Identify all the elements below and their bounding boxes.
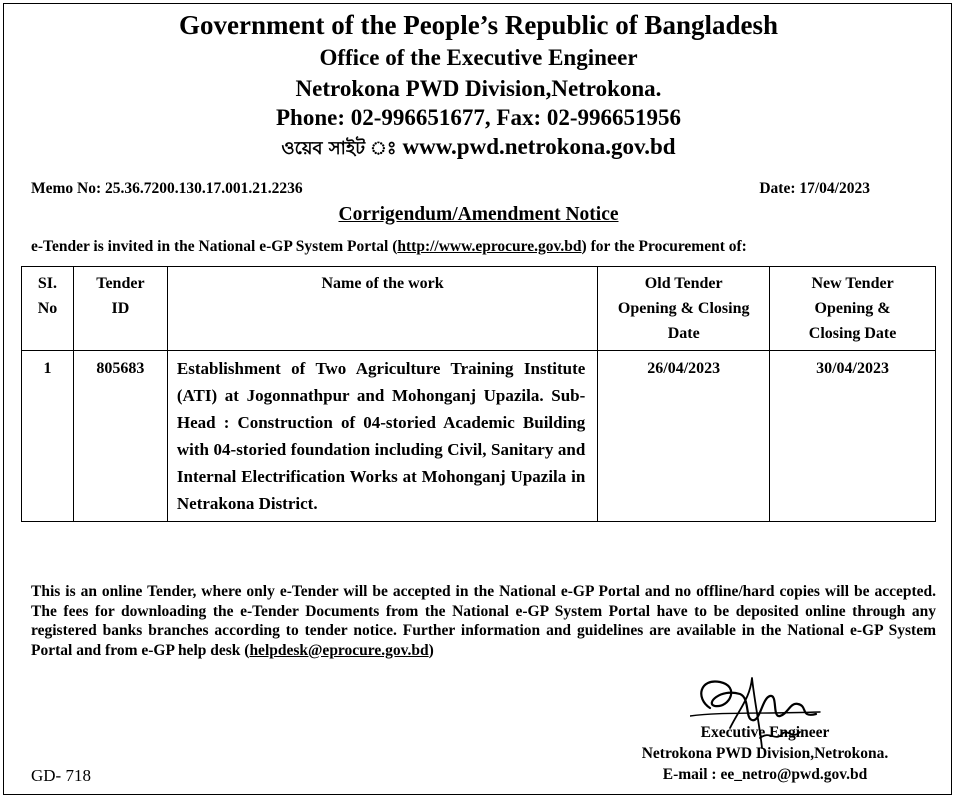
- table-header-row: [22, 267, 936, 351]
- intro-suffix: ) for the Procurement of:: [581, 238, 747, 255]
- header-new-date: New Tender Opening & Closing Date: [770, 267, 936, 351]
- cell-new-date: 30/04/2023: [770, 351, 936, 522]
- helpdesk-email-link[interactable]: helpdesk@eprocure.gov.bd: [249, 641, 429, 659]
- website-url[interactable]: www.pwd.netrokona.gov.bd: [402, 134, 676, 159]
- cell-old-date: 26/04/2023: [598, 351, 770, 522]
- government-heading: Government of the People’s Republic of Bangladesh: [179, 10, 778, 40]
- office-heading: Office of the Executive Engineer: [319, 45, 638, 70]
- cell-tender-id: 805683: [73, 351, 167, 522]
- website-label: ওয়েব সাইট ঃ: [281, 138, 397, 159]
- header-work-name: Name of the work: [167, 267, 597, 351]
- intro-prefix: e-Tender is invited in the National e-GP System Portal (: [31, 238, 398, 255]
- contact-line: Phone: 02-996651677, Fax: 02-996651956: [275, 105, 682, 130]
- table-row: [22, 351, 936, 522]
- intro-line: [31, 238, 747, 256]
- header-sl: SI. No: [22, 267, 74, 351]
- cell-sl: 1: [22, 351, 74, 522]
- memo-date: Date: 17/04/2023: [759, 180, 870, 197]
- notice-title: Corrigendum/Amendment Notice: [338, 204, 619, 225]
- signatory-designation: Executive Engineer: [700, 724, 830, 741]
- eprocure-link[interactable]: http://www.eprocure.gov.bd: [397, 238, 582, 255]
- division-heading: Netrokona PWD Division,Netrokona.: [295, 76, 662, 101]
- header-tender-id: Tender ID: [73, 267, 167, 351]
- memo-number: Memo No: 25.36.7200.130.17.001.21.2236: [31, 180, 303, 197]
- website-line: [0, 134, 957, 165]
- tender-table: [21, 266, 936, 522]
- terms-text: This is an online Tender, where only e-Tender will be accepted in the National e-GP Portal and no offline/hard copies will be accepted. The fees for downloading the e-Tender Documents from the National e-GP System Portal have to be deposited online through any registered banks branches according to tender notice. Further information and guidelines are available in the National e-GP System Portal and from e-GP help desk (: [31, 583, 936, 659]
- terms-end: ): [428, 641, 434, 659]
- signatory-office: Netrokona PWD Division,Netrokona.: [641, 745, 889, 762]
- gd-code: GD- 718: [31, 766, 91, 785]
- header-old-date: Old Tender Opening & Closing Date: [598, 267, 770, 351]
- signatory-email: E-mail : ee_netro@pwd.gov.bd: [662, 766, 868, 783]
- cell-work-name: Establishment of Two Agriculture Training Institute (ATI) at Jogonnathpur and Mohonganj Upazila. Sub-Head : Construction of 04-storied Academic Building with 04-storied foundation including Civil, Sanitary and Internal Electrification Works at Mohonganj Upazila in Netrakona District.: [167, 351, 597, 522]
- signature-block: [600, 722, 930, 785]
- terms-paragraph: [31, 582, 936, 660]
